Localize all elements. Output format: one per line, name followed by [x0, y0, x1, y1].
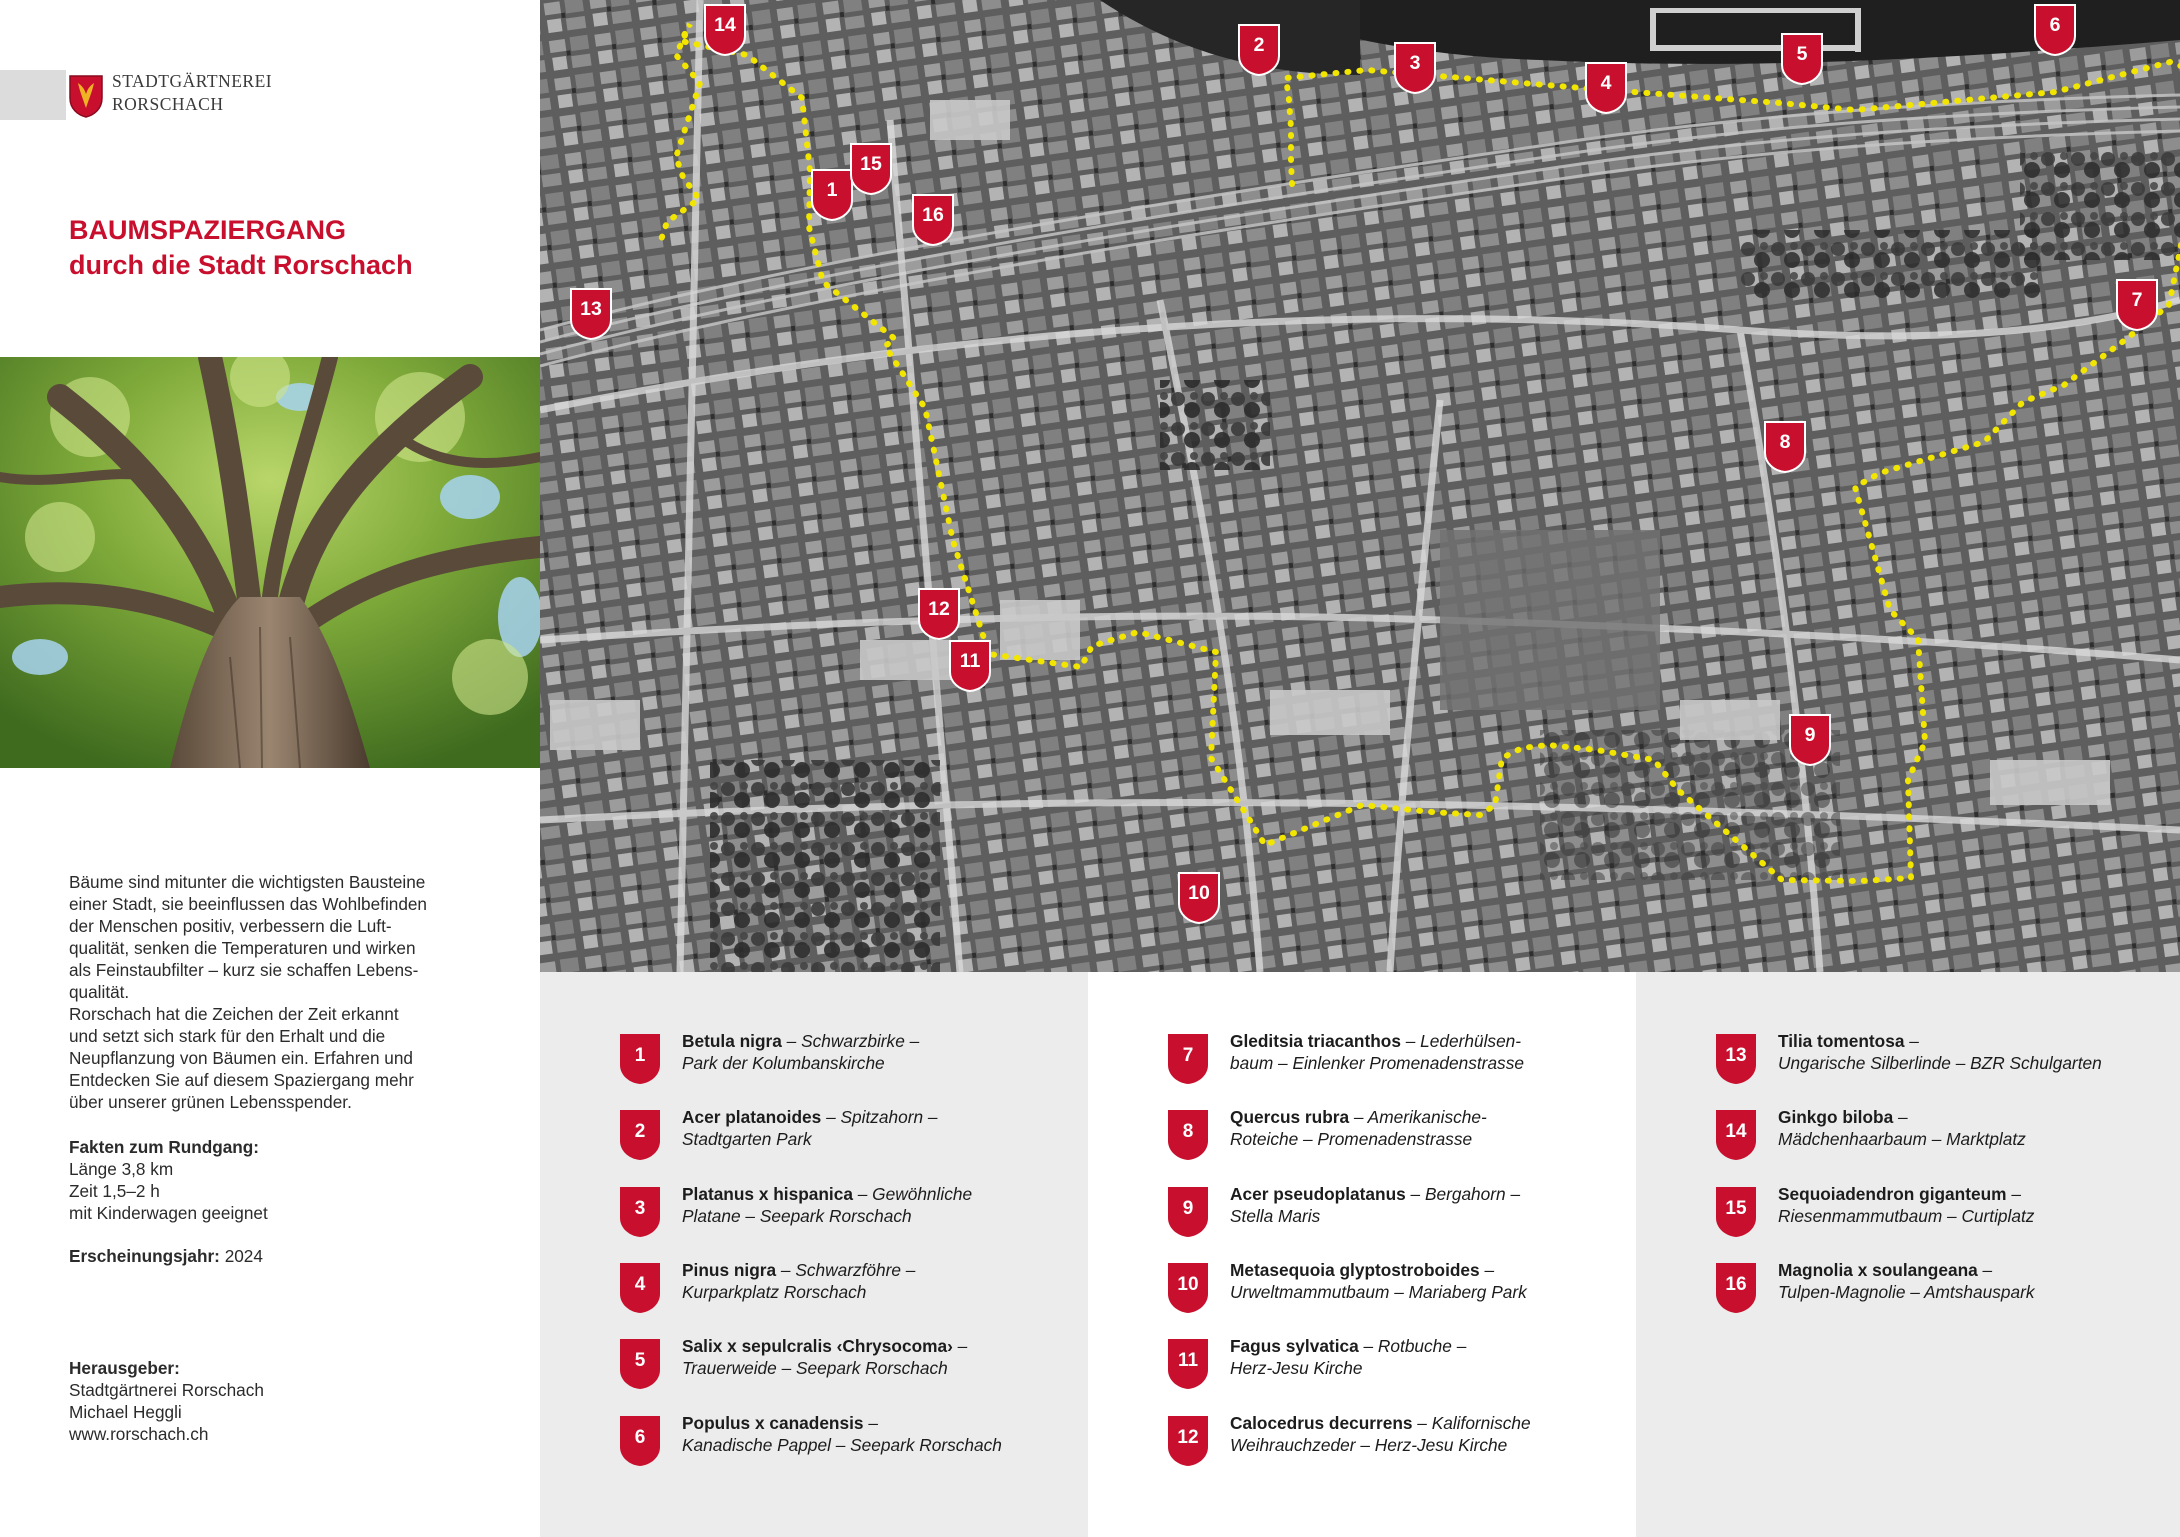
- year-label: Erscheinungsjahr:: [69, 1246, 220, 1266]
- badge-number: 6: [634, 1427, 646, 1448]
- species-name: Fagus sylvatica: [1230, 1336, 1359, 1356]
- species-detail-1: – Lederhülsen-: [1400, 1031, 1522, 1051]
- publisher-person: Michael Heggli: [69, 1402, 182, 1422]
- species-name: Metasequoia glyptostroboides: [1230, 1260, 1480, 1280]
- marker-number: 14: [714, 14, 736, 36]
- facts-time: Zeit 1,5–2 h: [69, 1181, 160, 1201]
- marker-badge-icon: [1716, 1034, 1756, 1084]
- species-name: Quercus rubra: [1230, 1107, 1350, 1127]
- species-detail-1: – Amerikanische-: [1349, 1107, 1487, 1127]
- badge-number: 14: [1725, 1121, 1747, 1142]
- intro-line: als Feinstaubfilter – kurz sie schaffen Lebens-: [69, 960, 419, 980]
- badge-number: 12: [1177, 1427, 1199, 1448]
- route-marker[interactable]: [912, 194, 954, 246]
- species-name: Magnolia x soulangeana: [1778, 1260, 1978, 1280]
- publication-year: [69, 1245, 263, 1267]
- species-name: Pinus nigra: [682, 1260, 777, 1280]
- route-marker[interactable]: [949, 640, 991, 692]
- publisher-website-link[interactable]: www.rorschach.ch: [69, 1424, 209, 1444]
- species-detail-1: –: [1904, 1031, 1919, 1051]
- marker-badge-icon: [1716, 1263, 1756, 1313]
- species-detail-2: Ungarische Silberlinde – BZR Schulgarten: [1778, 1053, 2102, 1073]
- route-marker[interactable]: [1764, 421, 1806, 473]
- badge-number: 1: [634, 1045, 646, 1066]
- species-detail-1: –: [1479, 1260, 1495, 1280]
- badge-number: 15: [1725, 1198, 1747, 1219]
- route-marker[interactable]: [704, 4, 746, 56]
- marker-number: 11: [959, 650, 981, 672]
- badge-number: 16: [1725, 1274, 1747, 1295]
- species-detail-2: Riesenmammutbaum – Curtiplatz: [1778, 1206, 2035, 1226]
- badge-number: 3: [634, 1198, 646, 1219]
- legend-column-1: [540, 972, 1088, 1537]
- route-marker[interactable]: [811, 169, 853, 221]
- marker-number: 3: [1409, 52, 1421, 74]
- legend-column-3: [1636, 972, 2180, 1537]
- facts-heading: Fakten zum Rundgang:: [69, 1137, 260, 1157]
- species-detail-1: – Bergahorn –: [1405, 1184, 1521, 1204]
- page-title: [69, 213, 529, 283]
- marker-number: 6: [2049, 14, 2061, 36]
- species-name: Sequoiadendron giganteum: [1778, 1184, 2007, 1204]
- species-detail-2: Park der Kolumbanskirche: [682, 1053, 885, 1073]
- marker-badge-icon: [620, 1110, 660, 1160]
- species-detail-1: –: [2006, 1184, 2021, 1204]
- legend-column-2: [1088, 972, 1636, 1537]
- intro-line: Bäume sind mitunter die wichtigsten Bausteine: [69, 872, 426, 892]
- marker-number: 4: [1600, 72, 1612, 94]
- species-detail-1: –: [1893, 1107, 1908, 1127]
- tree-legend: [540, 972, 2180, 1537]
- marker-badge-icon: [1168, 1263, 1208, 1313]
- badge-number: 5: [634, 1350, 646, 1371]
- badge-number: 4: [634, 1274, 646, 1295]
- intro-text: [69, 871, 479, 1113]
- species-name: Ginkgo biloba: [1778, 1107, 1894, 1127]
- facts-stroller: mit Kinderwagen geeignet: [69, 1203, 268, 1223]
- species-detail-2: Urweltmammutbaum – Mariaberg Park: [1230, 1282, 1527, 1302]
- marker-badge-icon: [1716, 1187, 1756, 1237]
- facts-length: Länge 3,8 km: [69, 1159, 174, 1179]
- marker-number: 13: [580, 298, 602, 320]
- logo-bar: [0, 70, 66, 120]
- species-detail-1: –: [1977, 1260, 1993, 1280]
- year-value: 2024: [224, 1246, 263, 1266]
- species-detail-2: Platane – Seepark Rorschach: [682, 1206, 912, 1226]
- route-marker[interactable]: [1781, 33, 1823, 85]
- aerial-photo: [540, 0, 2180, 972]
- crest-icon: [68, 74, 104, 118]
- species-detail-2: Tulpen-Magnolie – Amtshauspark: [1778, 1282, 2035, 1302]
- species-detail-2: Stadtgarten Park: [682, 1129, 812, 1149]
- species-detail-2: Roteiche – Promenadenstrasse: [1230, 1129, 1473, 1149]
- badge-number: 2: [634, 1121, 646, 1142]
- badge-number: 7: [1182, 1045, 1194, 1066]
- marker-badge-icon: [620, 1339, 660, 1389]
- species-detail-1: – Kalifornische: [1412, 1413, 1531, 1433]
- species-detail-2: Herz-Jesu Kirche: [1230, 1358, 1363, 1378]
- species-detail-2: Kurparkplatz Rorschach: [682, 1282, 867, 1302]
- species-detail-1: – Rotbuche –: [1358, 1336, 1467, 1356]
- badge-number: 10: [1177, 1274, 1199, 1295]
- species-name: Betula nigra: [682, 1031, 782, 1051]
- marker-number: 5: [1796, 43, 1808, 65]
- species-detail-2: Stella Maris: [1230, 1206, 1321, 1226]
- intro-line: einer Stadt, sie beeinflussen das Wohlbefinden: [69, 894, 427, 914]
- intro-line: über unserer grünen Lebensspender.: [69, 1092, 352, 1112]
- tree-photo: [0, 357, 540, 768]
- route-marker[interactable]: [570, 288, 612, 340]
- route-marker[interactable]: [2116, 279, 2158, 331]
- badge-number: 13: [1725, 1045, 1747, 1066]
- route-marker[interactable]: [1238, 24, 1280, 76]
- species-detail-1: – Schwarzföhre –: [776, 1260, 916, 1280]
- marker-badge-icon: [1716, 1110, 1756, 1160]
- marker-badge-icon: [1168, 1339, 1208, 1389]
- route-facts: [69, 1136, 489, 1224]
- marker-number: 7: [2131, 289, 2143, 311]
- species-name: Acer platanoides: [682, 1107, 822, 1127]
- brand-line-2: RORSCHACH: [112, 94, 224, 114]
- marker-number: 15: [860, 153, 882, 175]
- species-name: Platanus x hispanica: [682, 1184, 853, 1204]
- route-marker[interactable]: [1394, 42, 1436, 94]
- intro-line: Entdecken Sie auf diesem Spaziergang mehr: [69, 1070, 414, 1090]
- species-name: Acer pseudoplatanus: [1230, 1184, 1406, 1204]
- marker-badge-icon: [620, 1263, 660, 1313]
- intro-line: qualität.: [69, 982, 130, 1002]
- marker-badge-icon: [1168, 1416, 1208, 1466]
- marker-number: 12: [928, 598, 950, 620]
- badge-number: 8: [1182, 1121, 1194, 1142]
- species-detail-1: – Schwarzbirke –: [781, 1031, 920, 1051]
- badge-number: 11: [1177, 1350, 1199, 1371]
- info-panel: [0, 0, 540, 1537]
- species-detail-2: baum – Einlenker Promenadenstrasse: [1230, 1053, 1524, 1073]
- marker-badge-icon: [620, 1187, 660, 1237]
- species-detail-2: Kanadische Pappel – Seepark Rorschach: [682, 1435, 1002, 1455]
- route-marker[interactable]: [850, 143, 892, 195]
- species-detail-1: – Spitzahorn –: [821, 1107, 938, 1127]
- species-name: Populus x canadensis: [682, 1413, 864, 1433]
- intro-line: der Menschen positiv, verbessern die Luft-: [69, 916, 392, 936]
- title-line-1: BAUMSPAZIERGANG: [69, 215, 347, 245]
- marker-number: 1: [826, 179, 838, 201]
- aerial-map[interactable]: [540, 0, 2180, 972]
- marker-number: 2: [1253, 34, 1265, 56]
- species-detail-2: Mädchenhaarbaum – Marktplatz: [1778, 1129, 2026, 1149]
- intro-line: und setzt sich stark für den Erhalt und die: [69, 1026, 386, 1046]
- publisher-label: Herausgeber:: [69, 1358, 180, 1378]
- route-marker[interactable]: [2034, 4, 2076, 56]
- route-marker[interactable]: [1585, 62, 1627, 114]
- title-line-2: durch die Stadt Rorschach: [69, 250, 413, 280]
- marker-number: 10: [1188, 882, 1210, 904]
- marker-badge-icon: [1168, 1034, 1208, 1084]
- intro-line: Rorschach hat die Zeichen der Zeit erkannt: [69, 1004, 399, 1024]
- species-detail-2: Trauerweide – Seepark Rorschach: [682, 1358, 948, 1378]
- species-detail-1: –: [952, 1336, 968, 1356]
- species-name: Tilia tomentosa: [1778, 1031, 1905, 1051]
- marker-badge-icon: [1168, 1110, 1208, 1160]
- marker-badge-icon: [1168, 1187, 1208, 1237]
- species-name: Calocedrus decurrens: [1230, 1413, 1413, 1433]
- publisher-org: Stadtgärtnerei Rorschach: [69, 1380, 264, 1400]
- brand-name: [112, 70, 372, 116]
- publisher: [69, 1357, 264, 1445]
- species-detail-1: – Gewöhnliche: [852, 1184, 973, 1204]
- marker-badge-icon: [620, 1034, 660, 1084]
- brand-line-1: STADTGÄRTNEREI: [112, 71, 273, 91]
- intro-line: Neupflanzung von Bäumen ein. Erfahren und: [69, 1048, 413, 1068]
- route-marker[interactable]: [1178, 872, 1220, 924]
- marker-badge-icon: [620, 1416, 660, 1466]
- badge-number: 9: [1182, 1198, 1194, 1219]
- species-detail-2: Weihrauchzeder – Herz-Jesu Kirche: [1230, 1435, 1508, 1455]
- route-marker[interactable]: [1789, 714, 1831, 766]
- marker-number: 9: [1804, 724, 1816, 746]
- marker-number: 8: [1779, 431, 1791, 453]
- species-name: Gleditsia triacanthos: [1230, 1031, 1401, 1051]
- species-detail-1: –: [863, 1413, 878, 1433]
- marker-number: 16: [922, 204, 944, 226]
- species-name: Salix x sepulcralis ‹Chrysocoma›: [682, 1336, 953, 1356]
- route-marker[interactable]: [918, 588, 960, 640]
- intro-line: qualität, senken die Temperaturen und wirken: [69, 938, 416, 958]
